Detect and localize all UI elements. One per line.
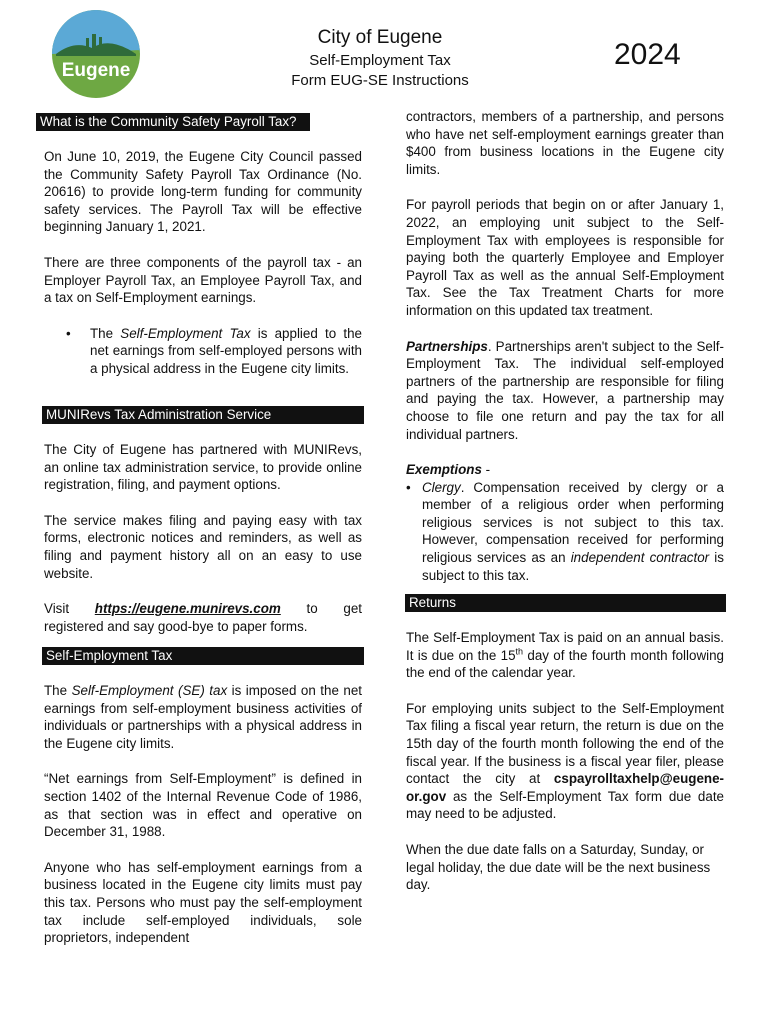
- exemptions-heading: Exemptions -: [406, 462, 491, 478]
- city-title: City of Eugene: [317, 27, 443, 48]
- form-subtitle: Self-Employment Tax: [309, 52, 451, 69]
- paragraph: Visit https://eugene.munirevs.com to get: [44, 601, 362, 617]
- paragraph: The City of Eugene has partnered with MUNIRevs, an online tax administration service, to provide online registration, filing, and payment options.: [44, 442, 362, 493]
- paragraph: On June 10, 2019, the Eugene City Council passed the Community Safety Payroll Tax Ordinance (No. 20616) to provide long-term funding for community safety services. The Payroll Tax will be effective beginning January 1, 2021.: [44, 149, 362, 235]
- paragraph: There are three components of the payroll tax - an Employer Payroll Tax, an Employee Payroll Tax, and a tax on Self-Employment earnings.: [44, 254, 362, 306]
- paragraph: Partnerships. Partnerships aren't subject to the Self-Employment Tax. The individual self-employed partners of the partnership are responsible for filing and paying the tax. However, a partnership may choose to file one return and pay the tax for all individual partners.: [406, 338, 724, 442]
- eugene-logo: [52, 10, 140, 98]
- partnerships-heading: Partnerships: [406, 338, 488, 354]
- form-name: Form EUG-SE Instructions: [291, 72, 469, 89]
- paragraph: The service makes filing and paying easy with tax forms, electronic notices and reminders, as well as filing and payment history all on an easy to use website.: [44, 512, 362, 581]
- list-item: • Clergy. Compensation received by clergy or a member of a religious order when performing religious services is not subject to this tax. However, compensation received for performing religious services as an independent contractor is subject to this tax.: [406, 479, 724, 585]
- munirevs-link[interactable]: https://eugene.munirevs.com: [94, 601, 281, 617]
- list-item: • The Self-Employment Tax is applied to the net earnings from self-employed persons with a physical address in the Eugene city limits.: [44, 325, 362, 378]
- paragraph: The Self-Employment Tax is paid on an annual basis. It is due on the 15th day of the fourth month following the end of the calendar year.: [406, 630, 724, 681]
- tax-year: 2024: [614, 38, 681, 71]
- section-header-payroll-tax: What is the Community Safety Payroll Tax?: [36, 113, 310, 131]
- svg-text:Eugene: Eugene: [61, 60, 131, 81]
- paragraph: registered and say good-bye to paper forms.: [44, 618, 308, 634]
- paragraph: Anyone who has self-employment earnings from a business located in the Eugene city limits must pay this tax. Persons who must pay the self-employment tax include self-employed individuals, sole proprietors, independent: [44, 859, 362, 946]
- section-header-munirevs: MUNIRevs Tax Administration Service: [42, 406, 364, 424]
- section-header-returns: Returns: [405, 594, 726, 612]
- paragraph: When the due date falls on a Saturday, Sunday, or legal holiday, the due date will be the next business day.: [406, 841, 711, 893]
- paragraph: The Self-Employment (SE) tax is imposed on the net earnings from self-employment business activities of individuals or partnerships with a physical address in the Eugene city limits.: [44, 683, 362, 751]
- contact-email[interactable]: cspayrolltaxhelp@eugene-or.gov: [406, 771, 724, 804]
- paragraph: For employing units subject to the Self-Employment Tax filing a fiscal year return, the return is due on the 15th day of the fourth month following the end of the fiscal year. If the business is a fiscal year filer, please contact the city at cspayrolltaxhelp@eugene-or.gov as the Self-Employment Tax form due date may need to be adjusted.: [406, 700, 724, 822]
- section-header-self-employment: Self-Employment Tax: [42, 647, 364, 665]
- paragraph: For payroll periods that begin on or after January 1, 2022, an employing unit subject to the Self-Employment Tax with employees is responsible for paying both the quarterly Employee and Employer Payroll Tax as well as the annual Self-Employment Tax. See the Tax Treatment Charts for more information on this updated tax treatment.: [406, 197, 724, 318]
- paragraph: contractors, members of a partnership, and persons who have net self-employment earnings greater than $400 from business locations in the Eugene city limits.: [406, 109, 724, 177]
- paragraph: “Net earnings from Self-Employment” is defined in section 1402 of the Internal Revenue Code of 1986, as that section was in effect and operative on December 31, 1988.: [44, 771, 362, 840]
